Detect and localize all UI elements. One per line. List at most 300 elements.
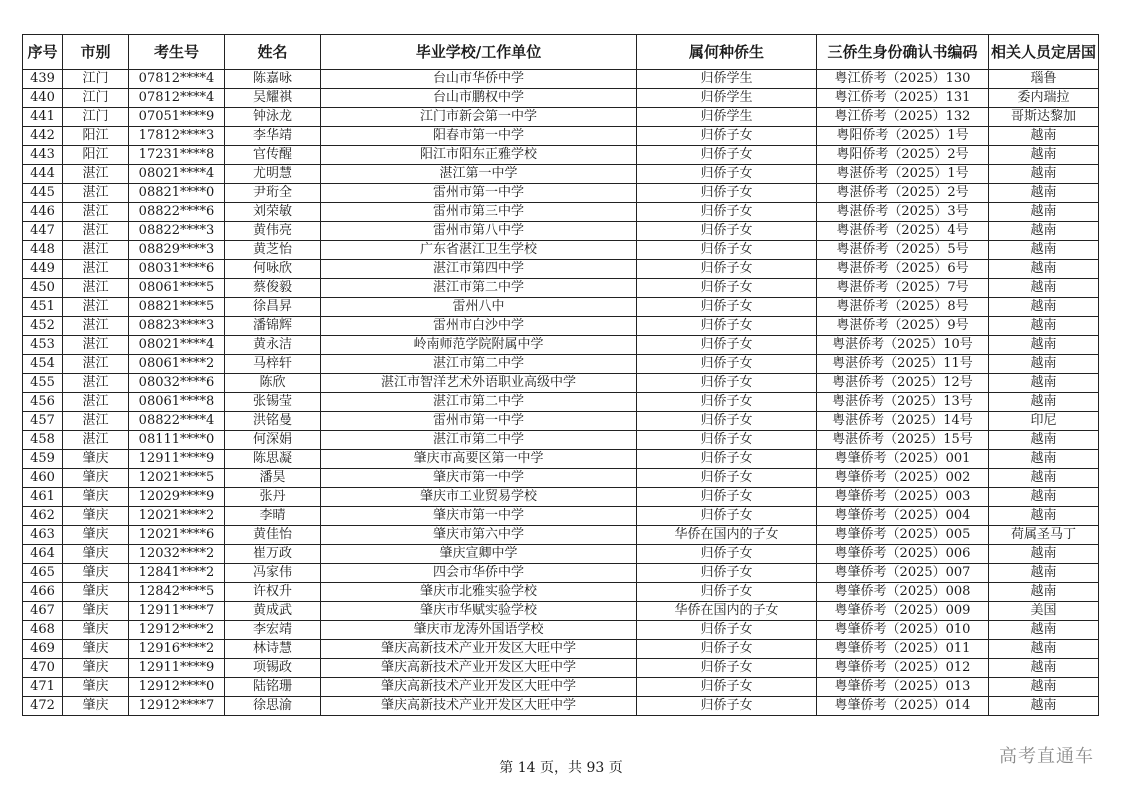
header-cell: 三侨生身份确认书编码 <box>817 35 989 70</box>
row-number-cell: 460 <box>23 469 63 488</box>
city-cell: 江门 <box>63 108 129 127</box>
row-number-cell: 462 <box>23 507 63 526</box>
exam-number-cell: 07051****9 <box>129 108 225 127</box>
residence-country-cell: 越南 <box>989 678 1099 697</box>
overseas-type-cell: 归侨子女 <box>637 469 817 488</box>
residence-country-cell: 越南 <box>989 222 1099 241</box>
city-cell: 湛江 <box>63 431 129 450</box>
exam-number-cell: 12912****0 <box>129 678 225 697</box>
overseas-type-cell: 归侨子女 <box>637 393 817 412</box>
header-cell: 毕业学校/工作单位 <box>321 35 637 70</box>
table-header-row <box>23 35 1099 70</box>
exam-number-cell: 12911****7 <box>129 602 225 621</box>
header-cell: 姓名 <box>225 35 321 70</box>
overseas-type-cell: 归侨子女 <box>637 279 817 298</box>
table-row <box>23 355 1099 374</box>
residence-country-cell: 越南 <box>989 621 1099 640</box>
residence-country-cell: 越南 <box>989 545 1099 564</box>
row-number-cell: 450 <box>23 279 63 298</box>
row-number-cell: 443 <box>23 146 63 165</box>
city-cell: 湛江 <box>63 184 129 203</box>
certificate-code-cell: 粤湛侨考（2025）2号 <box>817 184 989 203</box>
certificate-code-cell: 粤阳侨考（2025）2号 <box>817 146 989 165</box>
overseas-type-cell: 华侨在国内的子女 <box>637 526 817 545</box>
exam-number-cell: 12032****2 <box>129 545 225 564</box>
overseas-type-cell: 归侨子女 <box>637 298 817 317</box>
certificate-code-cell: 粤阳侨考（2025）1号 <box>817 127 989 146</box>
name-cell: 张锡莹 <box>225 393 321 412</box>
certificate-code-cell: 粤湛侨考（2025）13号 <box>817 393 989 412</box>
city-cell: 湛江 <box>63 317 129 336</box>
row-number-cell: 461 <box>23 488 63 507</box>
school-cell: 雷州八中 <box>321 298 637 317</box>
exam-number-cell: 12029****9 <box>129 488 225 507</box>
exam-number-cell: 08061****5 <box>129 279 225 298</box>
name-cell: 尹珩全 <box>225 184 321 203</box>
overseas-type-cell: 归侨子女 <box>637 260 817 279</box>
name-cell: 陆铭珊 <box>225 678 321 697</box>
overseas-type-cell: 归侨子女 <box>637 317 817 336</box>
exam-number-cell: 08822****3 <box>129 222 225 241</box>
city-cell: 湛江 <box>63 336 129 355</box>
exam-number-cell: 12841****2 <box>129 564 225 583</box>
city-cell: 湛江 <box>63 165 129 184</box>
exam-number-cell: 12911****9 <box>129 659 225 678</box>
table-row <box>23 336 1099 355</box>
certificate-code-cell: 粤肇侨考（2025）008 <box>817 583 989 602</box>
school-cell: 雷州市第一中学 <box>321 412 637 431</box>
row-number-cell: 440 <box>23 89 63 108</box>
certificate-code-cell: 粤湛侨考（2025）10号 <box>817 336 989 355</box>
table-row <box>23 564 1099 583</box>
table-body <box>23 70 1099 716</box>
residence-country-cell: 委内瑞拉 <box>989 89 1099 108</box>
residence-country-cell: 越南 <box>989 298 1099 317</box>
overseas-type-cell: 归侨学生 <box>637 89 817 108</box>
residence-country-cell: 越南 <box>989 564 1099 583</box>
certificate-code-cell: 粤肇侨考（2025）004 <box>817 507 989 526</box>
row-number-cell: 458 <box>23 431 63 450</box>
school-cell: 台山市鹏权中学 <box>321 89 637 108</box>
row-number-cell: 449 <box>23 260 63 279</box>
certificate-code-cell: 粤肇侨考（2025）011 <box>817 640 989 659</box>
table-row <box>23 469 1099 488</box>
table-row <box>23 298 1099 317</box>
name-cell: 李晴 <box>225 507 321 526</box>
school-cell: 湛江第一中学 <box>321 165 637 184</box>
row-number-cell: 472 <box>23 697 63 716</box>
row-number-cell: 465 <box>23 564 63 583</box>
name-cell: 潘昊 <box>225 469 321 488</box>
school-cell: 雷州市第一中学 <box>321 184 637 203</box>
school-cell: 雷州市第三中学 <box>321 203 637 222</box>
city-cell: 肇庆 <box>63 545 129 564</box>
city-cell: 阳江 <box>63 146 129 165</box>
table-row <box>23 583 1099 602</box>
school-cell: 岭南师范学院附属中学 <box>321 336 637 355</box>
row-number-cell: 448 <box>23 241 63 260</box>
exam-number-cell: 08823****3 <box>129 317 225 336</box>
row-number-cell: 441 <box>23 108 63 127</box>
city-cell: 肇庆 <box>63 678 129 697</box>
header-cell: 属何种侨生 <box>637 35 817 70</box>
residence-country-cell: 越南 <box>989 374 1099 393</box>
school-cell: 湛江市第二中学 <box>321 355 637 374</box>
residence-country-cell: 荷属圣马丁 <box>989 526 1099 545</box>
page-footer: 第 14 页，共 93 页 <box>499 760 623 776</box>
school-cell: 肇庆市第一中学 <box>321 507 637 526</box>
row-number-cell: 456 <box>23 393 63 412</box>
table-row <box>23 241 1099 260</box>
residence-country-cell: 越南 <box>989 697 1099 716</box>
residence-country-cell: 越南 <box>989 317 1099 336</box>
exam-number-cell: 08822****4 <box>129 412 225 431</box>
city-cell: 湛江 <box>63 241 129 260</box>
row-number-cell: 446 <box>23 203 63 222</box>
row-number-cell: 455 <box>23 374 63 393</box>
overseas-type-cell: 归侨子女 <box>637 678 817 697</box>
city-cell: 湛江 <box>63 279 129 298</box>
exam-number-cell: 08031****6 <box>129 260 225 279</box>
residence-country-cell: 越南 <box>989 640 1099 659</box>
name-cell: 何咏欣 <box>225 260 321 279</box>
school-cell: 肇庆高新技术产业开发区大旺中学 <box>321 678 637 697</box>
header-cell: 相关人员定居国 <box>989 35 1099 70</box>
school-cell: 湛江市第二中学 <box>321 393 637 412</box>
school-cell: 肇庆市龙涛外国语学校 <box>321 621 637 640</box>
name-cell: 徐思渝 <box>225 697 321 716</box>
city-cell: 肇庆 <box>63 488 129 507</box>
certificate-code-cell: 粤肇侨考（2025）009 <box>817 602 989 621</box>
residence-country-cell: 越南 <box>989 488 1099 507</box>
name-cell: 黄成武 <box>225 602 321 621</box>
overseas-type-cell: 归侨学生 <box>637 70 817 89</box>
row-number-cell: 453 <box>23 336 63 355</box>
certificate-code-cell: 粤肇侨考（2025）003 <box>817 488 989 507</box>
school-cell: 阳江市阳东正雅学校 <box>321 146 637 165</box>
table-row <box>23 184 1099 203</box>
name-cell: 黄佳怡 <box>225 526 321 545</box>
school-cell: 肇庆高新技术产业开发区大旺中学 <box>321 697 637 716</box>
table-row <box>23 279 1099 298</box>
overseas-type-cell: 归侨子女 <box>637 374 817 393</box>
residence-country-cell: 越南 <box>989 659 1099 678</box>
school-cell: 肇庆市第一中学 <box>321 469 637 488</box>
residence-country-cell: 哥斯达黎加 <box>989 108 1099 127</box>
school-cell: 肇庆市北雅实验学校 <box>321 583 637 602</box>
exam-number-cell: 08111****0 <box>129 431 225 450</box>
certificate-code-cell: 粤江侨考（2025）132 <box>817 108 989 127</box>
exam-number-cell: 08061****8 <box>129 393 225 412</box>
row-number-cell: 442 <box>23 127 63 146</box>
residence-country-cell: 越南 <box>989 165 1099 184</box>
exam-number-cell: 08822****6 <box>129 203 225 222</box>
name-cell: 马梓轩 <box>225 355 321 374</box>
school-cell: 肇庆市工业贸易学校 <box>321 488 637 507</box>
city-cell: 湛江 <box>63 203 129 222</box>
residence-country-cell: 越南 <box>989 146 1099 165</box>
name-cell: 李华靖 <box>225 127 321 146</box>
residence-country-cell: 越南 <box>989 469 1099 488</box>
table-row <box>23 393 1099 412</box>
residence-country-cell: 越南 <box>989 507 1099 526</box>
name-cell: 林诗慧 <box>225 640 321 659</box>
school-cell: 肇庆市华赋实验学校 <box>321 602 637 621</box>
name-cell: 许权升 <box>225 583 321 602</box>
row-number-cell: 451 <box>23 298 63 317</box>
watermark-text: 高考直通车 <box>999 746 1094 767</box>
table-row <box>23 697 1099 716</box>
table-row <box>23 203 1099 222</box>
school-cell: 肇庆高新技术产业开发区大旺中学 <box>321 640 637 659</box>
row-number-cell: 457 <box>23 412 63 431</box>
exam-number-cell: 17231****8 <box>129 146 225 165</box>
row-number-cell: 469 <box>23 640 63 659</box>
certificate-code-cell: 粤湛侨考（2025）12号 <box>817 374 989 393</box>
residence-country-cell: 越南 <box>989 450 1099 469</box>
residence-country-cell: 越南 <box>989 241 1099 260</box>
exam-number-cell: 08032****6 <box>129 374 225 393</box>
residence-country-cell: 越南 <box>989 279 1099 298</box>
overseas-type-cell: 归侨子女 <box>637 564 817 583</box>
school-cell: 肇庆宣卿中学 <box>321 545 637 564</box>
school-cell: 雷州市白沙中学 <box>321 317 637 336</box>
header-cell: 考生号 <box>129 35 225 70</box>
city-cell: 湛江 <box>63 355 129 374</box>
city-cell: 湛江 <box>63 393 129 412</box>
name-cell: 黄伟亮 <box>225 222 321 241</box>
exam-number-cell: 08061****2 <box>129 355 225 374</box>
city-cell: 湛江 <box>63 374 129 393</box>
name-cell: 尤明慧 <box>225 165 321 184</box>
city-cell: 肇庆 <box>63 602 129 621</box>
residence-country-cell: 越南 <box>989 336 1099 355</box>
certificate-code-cell: 粤江侨考（2025）131 <box>817 89 989 108</box>
table-row <box>23 222 1099 241</box>
row-number-cell: 444 <box>23 165 63 184</box>
overseas-type-cell: 归侨子女 <box>637 222 817 241</box>
header-cell: 市别 <box>63 35 129 70</box>
exam-number-cell: 08021****4 <box>129 336 225 355</box>
overseas-type-cell: 归侨子女 <box>637 488 817 507</box>
table-row <box>23 431 1099 450</box>
table-row <box>23 640 1099 659</box>
city-cell: 湛江 <box>63 412 129 431</box>
city-cell: 湛江 <box>63 298 129 317</box>
name-cell: 陈思凝 <box>225 450 321 469</box>
city-cell: 江门 <box>63 70 129 89</box>
residence-country-cell: 越南 <box>989 260 1099 279</box>
name-cell: 冯家伟 <box>225 564 321 583</box>
city-cell: 肇庆 <box>63 583 129 602</box>
name-cell: 蔡俊毅 <box>225 279 321 298</box>
row-number-cell: 470 <box>23 659 63 678</box>
table-row <box>23 621 1099 640</box>
school-cell: 湛江市第二中学 <box>321 431 637 450</box>
name-cell: 黄永洁 <box>225 336 321 355</box>
table-row <box>23 412 1099 431</box>
row-number-cell: 447 <box>23 222 63 241</box>
table-row <box>23 507 1099 526</box>
exam-number-cell: 07812****4 <box>129 70 225 89</box>
school-cell: 台山市华侨中学 <box>321 70 637 89</box>
row-number-cell: 439 <box>23 70 63 89</box>
certificate-code-cell: 粤湛侨考（2025）5号 <box>817 241 989 260</box>
table-row <box>23 488 1099 507</box>
certificate-code-cell: 粤肇侨考（2025）013 <box>817 678 989 697</box>
certificate-code-cell: 粤湛侨考（2025）9号 <box>817 317 989 336</box>
exam-number-cell: 12916****2 <box>129 640 225 659</box>
overseas-type-cell: 归侨子女 <box>637 184 817 203</box>
residence-country-cell: 越南 <box>989 203 1099 222</box>
school-cell: 湛江市第二中学 <box>321 279 637 298</box>
exam-number-cell: 07812****4 <box>129 89 225 108</box>
table-row <box>23 146 1099 165</box>
name-cell: 张丹 <box>225 488 321 507</box>
city-cell: 肇庆 <box>63 469 129 488</box>
certificate-code-cell: 粤湛侨考（2025）15号 <box>817 431 989 450</box>
overseas-type-cell: 归侨子女 <box>637 583 817 602</box>
overseas-type-cell: 归侨子女 <box>637 621 817 640</box>
row-number-cell: 467 <box>23 602 63 621</box>
city-cell: 肇庆 <box>63 564 129 583</box>
overseas-chinese-student-table <box>22 34 1099 716</box>
overseas-type-cell: 华侨在国内的子女 <box>637 602 817 621</box>
row-number-cell: 459 <box>23 450 63 469</box>
residence-country-cell: 越南 <box>989 184 1099 203</box>
residence-country-cell: 越南 <box>989 355 1099 374</box>
certificate-code-cell: 粤湛侨考（2025）1号 <box>817 165 989 184</box>
certificate-code-cell: 粤湛侨考（2025）4号 <box>817 222 989 241</box>
row-number-cell: 471 <box>23 678 63 697</box>
name-cell: 陈嘉咏 <box>225 70 321 89</box>
header-cell: 序号 <box>23 35 63 70</box>
city-cell: 肇庆 <box>63 659 129 678</box>
certificate-code-cell: 粤肇侨考（2025）005 <box>817 526 989 545</box>
overseas-type-cell: 归侨子女 <box>637 203 817 222</box>
name-cell: 洪铭曼 <box>225 412 321 431</box>
table-row <box>23 678 1099 697</box>
overseas-type-cell: 归侨子女 <box>637 165 817 184</box>
residence-country-cell: 越南 <box>989 431 1099 450</box>
table-row <box>23 317 1099 336</box>
certificate-code-cell: 粤湛侨考（2025）3号 <box>817 203 989 222</box>
row-number-cell: 454 <box>23 355 63 374</box>
exam-number-cell: 12021****6 <box>129 526 225 545</box>
exam-number-cell: 12912****2 <box>129 621 225 640</box>
exam-number-cell: 08829****3 <box>129 241 225 260</box>
residence-country-cell: 印尼 <box>989 412 1099 431</box>
overseas-type-cell: 归侨子女 <box>637 241 817 260</box>
city-cell: 肇庆 <box>63 450 129 469</box>
certificate-code-cell: 粤肇侨考（2025）006 <box>817 545 989 564</box>
row-number-cell: 445 <box>23 184 63 203</box>
city-cell: 湛江 <box>63 222 129 241</box>
name-cell: 钟泳龙 <box>225 108 321 127</box>
exam-number-cell: 08021****4 <box>129 165 225 184</box>
table-row <box>23 165 1099 184</box>
name-cell: 吴耀祺 <box>225 89 321 108</box>
overseas-type-cell: 归侨子女 <box>637 412 817 431</box>
certificate-code-cell: 粤湛侨考（2025）14号 <box>817 412 989 431</box>
document-sheet <box>22 34 1098 716</box>
table-row <box>23 127 1099 146</box>
city-cell: 阳江 <box>63 127 129 146</box>
certificate-code-cell: 粤湛侨考（2025）6号 <box>817 260 989 279</box>
certificate-code-cell: 粤肇侨考（2025）007 <box>817 564 989 583</box>
city-cell: 肇庆 <box>63 697 129 716</box>
city-cell: 肇庆 <box>63 640 129 659</box>
table-row <box>23 89 1099 108</box>
city-cell: 湛江 <box>63 260 129 279</box>
row-number-cell: 468 <box>23 621 63 640</box>
overseas-type-cell: 归侨子女 <box>637 507 817 526</box>
table-row <box>23 260 1099 279</box>
overseas-type-cell: 归侨子女 <box>637 545 817 564</box>
school-cell: 江门市新会第一中学 <box>321 108 637 127</box>
city-cell: 肇庆 <box>63 526 129 545</box>
name-cell: 刘荣敏 <box>225 203 321 222</box>
name-cell: 徐昌昇 <box>225 298 321 317</box>
city-cell: 肇庆 <box>63 507 129 526</box>
name-cell: 陈欣 <box>225 374 321 393</box>
overseas-type-cell: 归侨子女 <box>637 640 817 659</box>
school-cell: 肇庆市第六中学 <box>321 526 637 545</box>
table-row <box>23 374 1099 393</box>
overseas-type-cell: 归侨子女 <box>637 450 817 469</box>
overseas-type-cell: 归侨子女 <box>637 336 817 355</box>
exam-number-cell: 08821****5 <box>129 298 225 317</box>
residence-country-cell: 美国 <box>989 602 1099 621</box>
school-cell: 广东省湛江卫生学校 <box>321 241 637 260</box>
table-row <box>23 659 1099 678</box>
certificate-code-cell: 粤湛侨考（2025）8号 <box>817 298 989 317</box>
exam-number-cell: 12911****9 <box>129 450 225 469</box>
name-cell: 何深娟 <box>225 431 321 450</box>
residence-country-cell: 越南 <box>989 393 1099 412</box>
certificate-code-cell: 粤肇侨考（2025）014 <box>817 697 989 716</box>
row-number-cell: 466 <box>23 583 63 602</box>
certificate-code-cell: 粤肇侨考（2025）012 <box>817 659 989 678</box>
exam-number-cell: 12021****2 <box>129 507 225 526</box>
city-cell: 肇庆 <box>63 621 129 640</box>
row-number-cell: 464 <box>23 545 63 564</box>
overseas-type-cell: 归侨子女 <box>637 659 817 678</box>
overseas-type-cell: 归侨学生 <box>637 108 817 127</box>
certificate-code-cell: 粤江侨考（2025）130 <box>817 70 989 89</box>
name-cell: 李宏靖 <box>225 621 321 640</box>
overseas-type-cell: 归侨子女 <box>637 127 817 146</box>
name-cell: 崔万政 <box>225 545 321 564</box>
school-cell: 肇庆高新技术产业开发区大旺中学 <box>321 659 637 678</box>
school-cell: 雷州市第八中学 <box>321 222 637 241</box>
table-row <box>23 602 1099 621</box>
certificate-code-cell: 粤湛侨考（2025）11号 <box>817 355 989 374</box>
school-cell: 肇庆市高要区第一中学 <box>321 450 637 469</box>
certificate-code-cell: 粤肇侨考（2025）001 <box>817 450 989 469</box>
exam-number-cell: 17812****3 <box>129 127 225 146</box>
table-row <box>23 70 1099 89</box>
table-row <box>23 450 1099 469</box>
exam-number-cell: 12912****7 <box>129 697 225 716</box>
city-cell: 江门 <box>63 89 129 108</box>
exam-number-cell: 08821****0 <box>129 184 225 203</box>
name-cell: 项锡政 <box>225 659 321 678</box>
overseas-type-cell: 归侨子女 <box>637 697 817 716</box>
school-cell: 湛江市第四中学 <box>321 260 637 279</box>
name-cell: 潘锦辉 <box>225 317 321 336</box>
row-number-cell: 463 <box>23 526 63 545</box>
